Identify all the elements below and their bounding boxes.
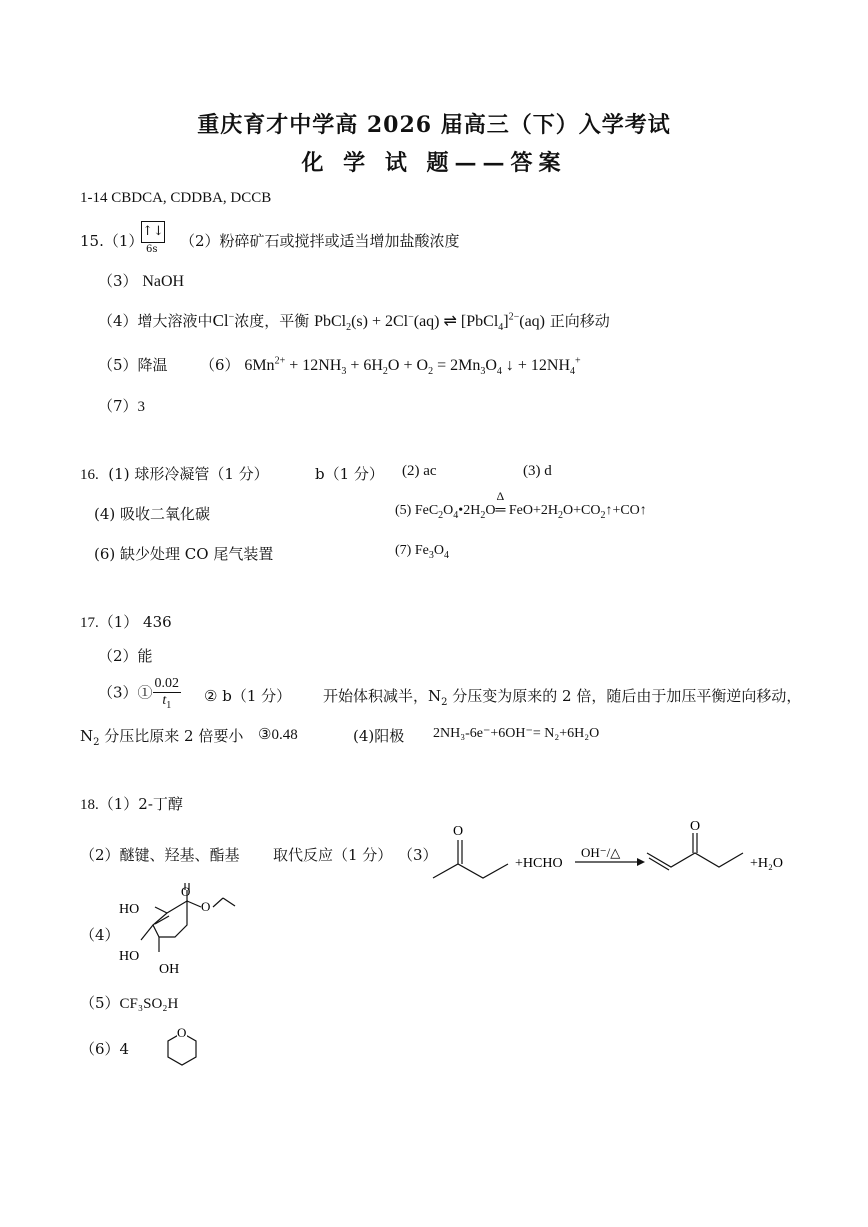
product-oxygen: O [690,819,701,834]
product-structure [647,833,743,870]
q18-part4-label: （4） [80,926,120,944]
q17-part2: （2）能 [98,647,153,665]
butanone-oxygen: O [453,824,464,839]
q16-part1: 16. (1) 球形冷凝管（1 分） [80,465,269,483]
q18-part2: （2）醚键、羟基、酯基 [80,846,240,864]
reaction-scheme [425,815,805,895]
page-subtitle: 化 学 试 题——答案 [301,150,567,176]
q15-part5: （5）降温 [98,356,168,374]
q15-part6: （6） $6Mn^{2+} + 12NH_3 + 6H_2O + O_2 = 2Mn_3O_4$ ↓ + $12NH_4^+$ [200,355,581,378]
q17-part3e: $N_2$ 分压比原来 2 倍要小 [80,727,244,748]
q17-part3f: ③0.48 [258,727,298,743]
q16-part2: (2) ac [402,463,437,479]
q15-number: 15.（1） [80,232,144,250]
hydroxyl-bottom: OH [159,962,180,977]
q16-part6: (6) 缺少处理 CO 尾气装置 [94,545,274,563]
reaction-arrow-head [637,858,645,866]
q16-part5: (5) $FeC_2O_4•2H_2O$ Δ ═ $FeO+2H_2O+CO_2↑+CO↑$ [395,489,647,521]
hydroxyl-left: HO [119,949,140,964]
q18-part6: （6）4 [80,1040,130,1058]
q18-structure-4 [115,880,255,980]
q15-equilibrium: PbCl$_2$(s) + 2Cl−(aq) ⇌ [PbCl$_4$]$^{2-}$(aq) [314,311,545,334]
orbital-box: ↑↓ [141,221,165,243]
q15-part4: （4）增大溶液中Cl−浓度，平衡 PbCl$_2$(s) + 2Cl−(aq) ⇌ [PbCl$_4$]$^{2-}$(aq) 正向移动 [98,311,610,334]
q18-part1: 18.（1）2-丁醇 [80,795,183,813]
q18-part5: （5）CF₃SO₂H [80,994,179,1012]
carbonyl-oxygen: O [181,884,191,899]
rate-fraction: $\frac{0.02}{t_1}$ [154,676,180,711]
q17-part4: 2NH₃-6e⁻+6OH⁻= N₂+6H₂O [433,726,600,741]
mc-answers: 1-14 CBDCA, CDDBA, DCCB [80,190,272,206]
q16-part7: (7) $Fe_3O_4$ [395,543,449,561]
q15-part7: （7）3 [98,397,146,415]
ring-oxygen: O [177,1025,187,1040]
q17-part3b: ② b（1 分） [204,687,292,705]
butanone-structure [433,840,508,878]
q17-part4-label: (4)阳极 [353,727,405,745]
q15-part2: （2）粉碎矿石或搅拌或适当增加盐酸浓度 [180,232,460,250]
ester-oxygen: O [201,899,211,914]
hydroxyl-top: HO [119,902,140,917]
water-product: +H₂O [750,856,783,871]
q18-part3-label: （3） [398,846,438,864]
q16-part4: (4) 吸收二氧化碳 [94,505,211,523]
q15-part3: （3） NaOH [98,272,185,290]
tetrahydropyran-structure [160,1022,206,1068]
q16-part1b: b（1 分） [315,465,384,483]
q17-part1: 17.（1） 436 [80,613,172,631]
q18-part2b: 取代反应（1 分） [273,846,393,864]
q17-part3c: 开始体积减半，$N_2$ 分压变为原来的 2 倍，随后由于加压平衡逆向移动， [323,687,802,708]
q16-part3: (3) d [523,463,552,479]
hcho-reagent: +HCHO [515,856,563,871]
q17-part3: （3）① $\frac{0.02}{t_1}$ [98,676,180,711]
orbital-label: 6s [146,244,158,255]
page-title: 重庆育才中学高 2026 届高三（下）入学考试 [197,112,671,138]
reaction-condition: OH⁻/△ [581,845,621,860]
